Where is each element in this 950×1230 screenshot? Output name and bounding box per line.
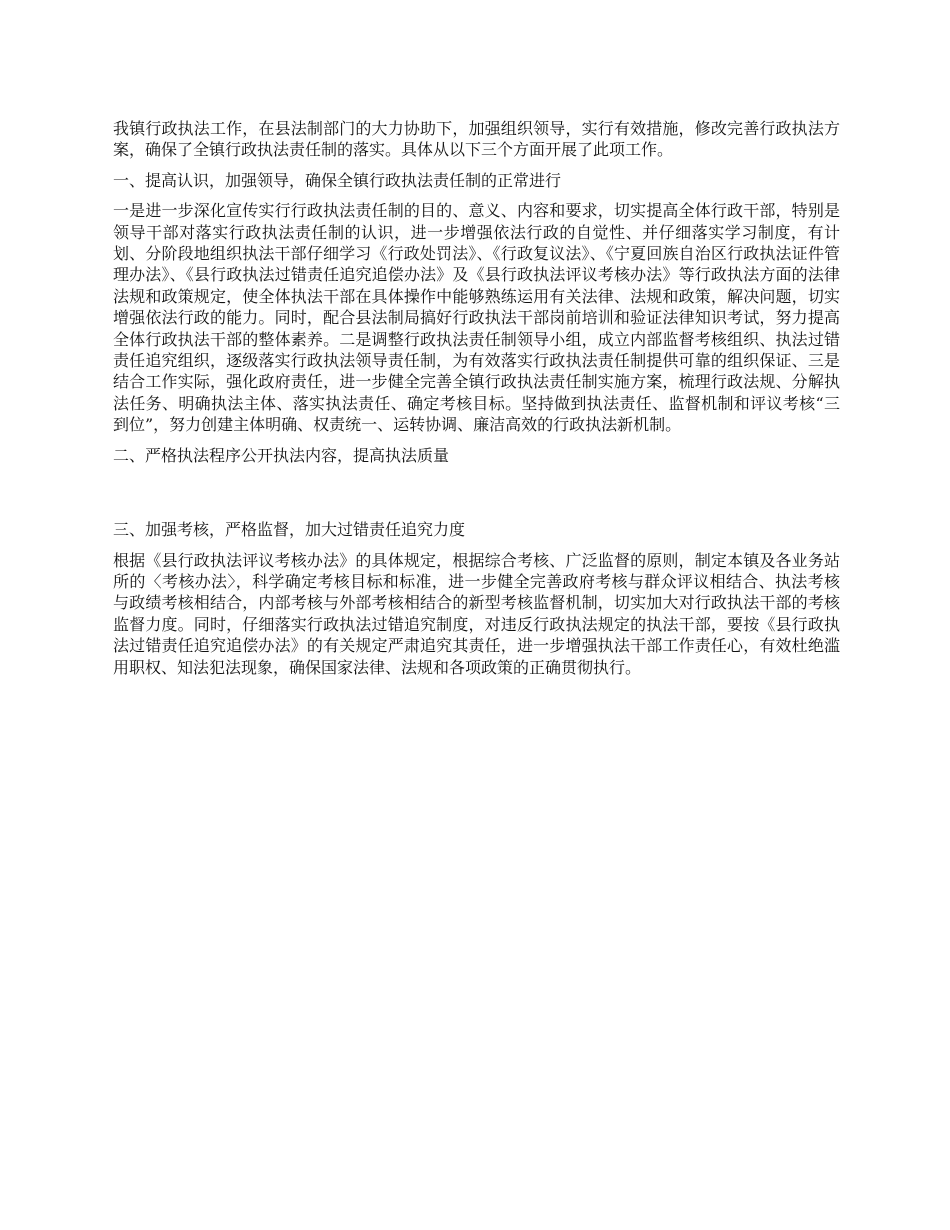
section-3-body: 根据《县行政执法评议考核办法》的具体规定，根据综合考核、广泛监督的原则，制定本镇及各业务站所的〈考核办法〉，科学确定考核目标和标准，进一步健全完善政府考核与群众评议相结合、执法考核与政绩考核相结合，内部考核与外部考核相结合的新型考核监督机制，切实加大对行政执法干部的考核监督力度。同时，仔细落实行政执法过错追究制度，对违反行政执法规定的执法干部，要按《县行政执法过错责任追究追偿办法》的有关规定严肃追究其责任，进一步增强执法干部工作责任心，有效杜绝滥用职权、知法犯法现象，确保国家法律、法规和各项政策的正确贯彻执行。 [113, 550, 840, 677]
section-3-heading: 三、加强考核，严格监督，加大过错责任追究力度 [113, 520, 466, 540]
intro-paragraph: 我镇行政执法工作，在县法制部门的大力协助下，加强组织领导，实行有效措施，修改完善行政执法方案，确保了全镇行政执法责任制的落实。具体从以下三个方面开展了此项工作。 [113, 119, 840, 160]
section-1-body: 一是进一步深化宣传实行行政执法责任制的目的、意义、内容和要求，切实提高全体行政干部，特别是领导干部对落实行政执法责任制的认识，进一步增强依法行政的自觉性、并仔细落实学习制度，有计划、分阶段地组织执法干部仔细学习《行政处罚法》、《行政复议法》、《宁夏回族自治区行政执法证件管理办法》、《县行政执法过错责任追究追偿办法》及《县行政执法评议考核办法》等行政执法方面的法律法规和政策规定，使全体执法干部在具体操作中能够熟练运用有关法律、法规和政策，解决问题，切实增强依法行政的能力。同时，配合县法制局搞好行政执法干部岗前培训和验证法律知识考试，努力提高全体行政执法干部的整体素养。二是调整行政执法责任制领导小组，成立内部监督考核组织、执法过错责任追究组织，逐级落实行政执法领导责任制，为有效落实行政执法责任制提供可靠的组织保证、三是结合工作实际，强化政府责任，进一步健全完善全镇行政执法责任制实施方案，梳理行政法规、分解执法任务、明确执法主体、落实执法责任、确定考核目标。坚持做到执法责任、监督机制和评议考核“三到位”，努力创建主体明确、权责统一、运转协调、廉洁高效的行政执法新机制。 [113, 201, 840, 435]
section-2-heading: 二、严格执法程序公开执法内容，提高执法质量 [113, 445, 450, 465]
section-2-empty-space [113, 475, 840, 519]
section-1-heading: 一、提高认识，加强领导，确保全镇行政执法责任制的正常进行 [113, 170, 562, 190]
document-page [113, 118, 840, 687]
